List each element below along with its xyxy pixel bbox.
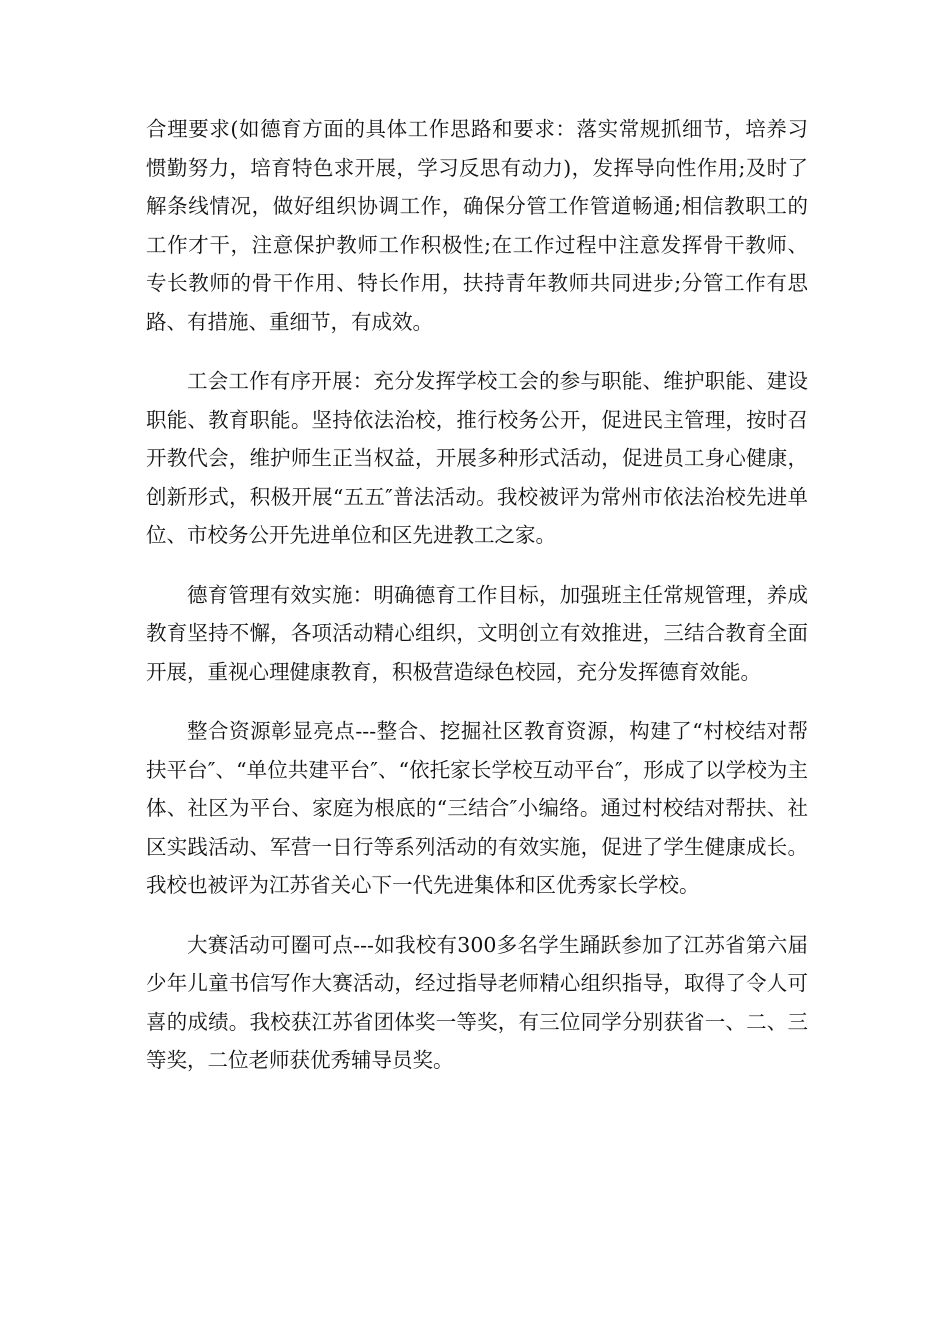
paragraph-competition: 大赛活动可圈可点---如我校有300多名学生踊跃参加了江苏省第六届少年儿童书信写作大赛活动，经过指导老师精心组织指导，取得了令人可喜的成绩。我校获江苏省团体奖一等奖，有三位同学分别获省一、二、三等奖，二位老师获优秀辅导员奖。: [146, 932, 808, 1072]
paragraph-union-work: 工会工作有序开展：充分发挥学校工会的参与职能、维护职能、建设职能、教育职能。坚持依法治校，推行校务公开，促进民主管理，按时召开教代会，维护师生正当权益，开展多种形式活动，促进员工身心健康，创新形式，积极开展“五五″普法活动。我校被评为常州市依法治校先进单位、市校务公开先进单位和区先进教工之家。: [146, 369, 808, 547]
document-body: [146, 110, 808, 1101]
paragraph-resource-integration: 整合资源彰显亮点---整合、挖掘社区教育资源，构建了“村校结对帮扶平台″、“单位共建平台″、“依托家长学校互动平台″，形成了以学校为主体、社区为平台、家庭为根底的“三结合″小编络。通过村校结对帮扶、社区实践活动、军营一日行等系列活动的有效实施，促进了学生健康成长。我校也被评为江苏省关心下一代先进集体和区优秀家长学校。: [146, 719, 808, 897]
paragraph-moral-education: 德育管理有效实施：明确德育工作目标，加强班主任常规管理，养成教育坚持不懈，各项活动精心组织，文明创立有效推进，三结合教育全面开展，重视心理健康教育，积极营造绿色校园，充分发挥德育效能。: [146, 582, 808, 684]
paragraph-continuation: 合理要求(如德育方面的具体工作思路和要求：落实常规抓细节，培养习惯勤努力，培育特色求开展，学习反思有动力)，发挥导向性作用;及时了解条线情况，做好组织协调工作，确保分管工作管道畅通;相信教职工的工作才干，注意保护教师工作积极性;在工作过程中注意发挥骨干教师、专长教师的骨干作用、特长作用，扶持青年教师共同进步;分管工作有思路、有措施、重细节，有成效。: [146, 117, 808, 334]
